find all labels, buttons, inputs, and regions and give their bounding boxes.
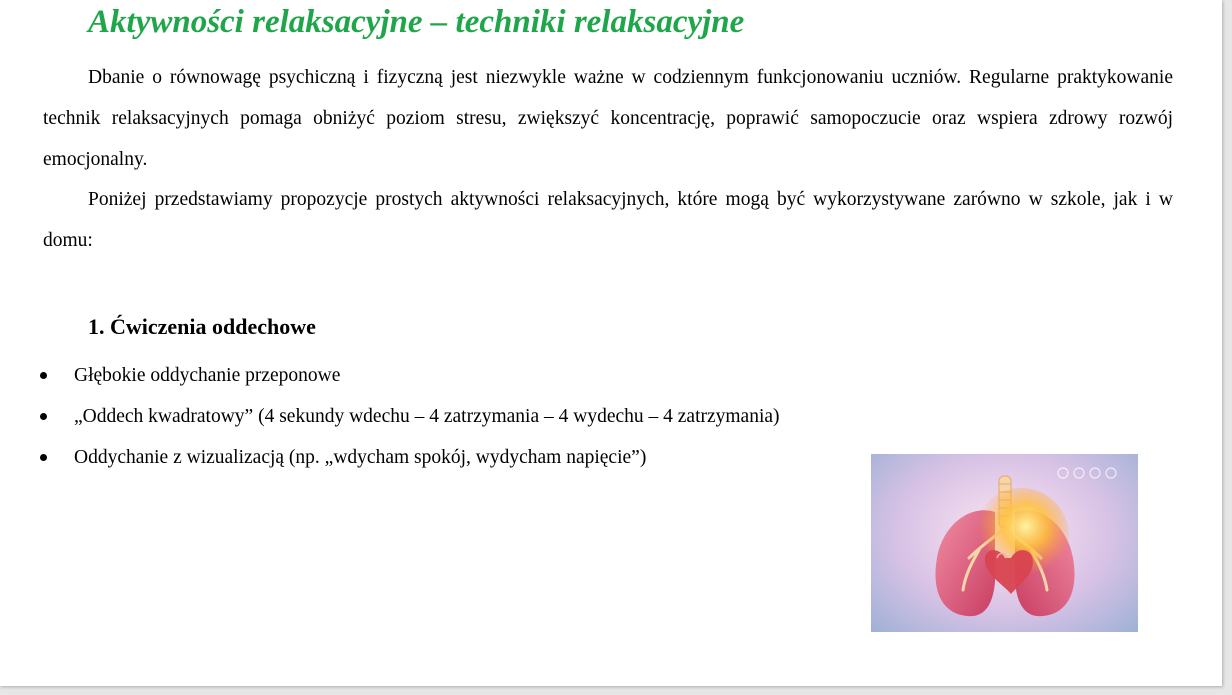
bullet-icon <box>40 454 47 461</box>
intro-paragraph: Dbanie o równowagę psychiczną i fizyczną jest niezwykle ważne w codziennym funkcjonowaniu uczniów. Regularne praktykowanie technik relaksacyjnych pomaga obniżyć poziom stresu, zwiększyć koncentrację, poprawić samopoczucie oraz wspiera zdrowy rozwój emocjonalny. <box>43 67 1173 170</box>
lungs-illustration <box>871 454 1138 632</box>
list-item-text: Głębokie oddychanie przeponowe <box>74 365 341 386</box>
bullet-icon <box>40 413 47 420</box>
document-title: Aktywności relaksacyjne – techniki relaksacyjne <box>88 4 745 40</box>
proposals-paragraph: Poniżej przedstawiamy propozycje prostych aktywności relaksacyjnych, które mogą być wykorzystywane zarówno w szkole, jak i w domu: <box>43 189 1173 251</box>
list-item-text: „Oddech kwadratowy” (4 sekundy wdechu – 4 zatrzymania – 4 wydechu – 4 zatrzymania) <box>74 406 780 427</box>
bullet-icon <box>40 372 47 379</box>
section-heading: 1. Ćwiczenia oddechowe <box>88 314 316 339</box>
lungs-heart-icon <box>871 454 1138 632</box>
list-item-text: Oddychanie z wizualizacją (np. „wdycham spokój, wydycham napięcie”) <box>74 447 647 468</box>
